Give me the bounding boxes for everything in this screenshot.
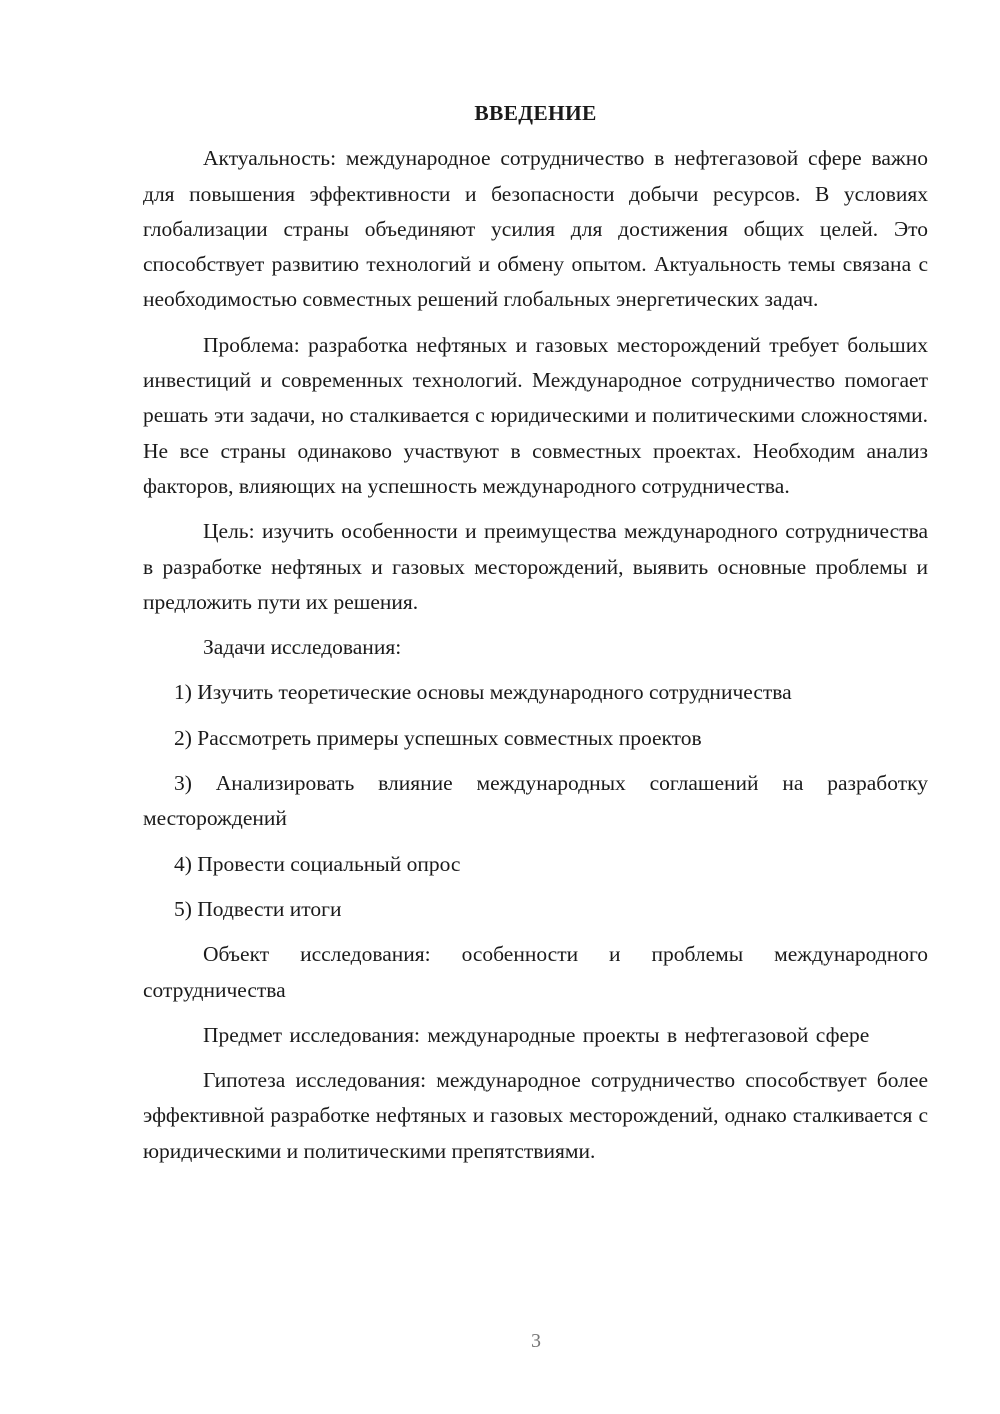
section-title: ВВЕДЕНИЕ bbox=[474, 101, 597, 125]
goal-paragraph: Цель: изучить особенности и преимущества международного сотрудничества в разработке нефтяных и газовых месторождений, выявить основные проблемы и предложить пути их решения. bbox=[143, 519, 928, 614]
relevance-paragraph: Актуальность: международное сотрудничество в нефтегазовой сфере важно для повышения эффективности и безопасности добычи ресурсов. В условиях глобализации страны объединяют усилия для достижения общих целей. Это способствует развитию технологий и обмену опытом. Актуальность темы связана с необходимостью совместных решений глобальных энергетических задач. bbox=[143, 146, 928, 312]
subject-paragraph: Предмет исследования: международные проекты в нефтегазовой сфере bbox=[203, 1022, 870, 1047]
task-item: 3) Анализировать влияние международных соглашений на разработку месторождений bbox=[143, 771, 928, 831]
task-item: 1) Изучить теоретические основы международного сотрудничества bbox=[174, 680, 792, 705]
task-item: 2) Рассмотреть примеры успешных совместных проектов bbox=[174, 725, 702, 750]
task-item: 5) Подвести итоги bbox=[174, 896, 342, 921]
page-number: 3 bbox=[531, 1330, 541, 1352]
document-page bbox=[143, 96, 928, 1179]
problem-paragraph: Проблема: разработка нефтяных и газовых месторождений требует больших инвестиций и современных технологий. Международное сотрудничество помогает решать эти задачи, но сталкивается с юридическими и политическими сложностями. Не все страны одинаково участвуют в совместных проектах. Необходим анализ факторов, влияющих на успешность международного сотрудничества. bbox=[143, 332, 928, 498]
object-paragraph: Объект исследования: особенности и проблемы международного сотрудничества bbox=[143, 942, 928, 1002]
hypothesis-paragraph: Гипотеза исследования: международное сотрудничество способствует более эффективной разработке нефтяных и газовых месторождений, однако сталкивается с юридическими и политическими препятствиями. bbox=[143, 1068, 928, 1163]
tasks-heading: Задачи исследования: bbox=[203, 635, 402, 660]
task-item: 4) Провести социальный опрос bbox=[174, 851, 461, 876]
